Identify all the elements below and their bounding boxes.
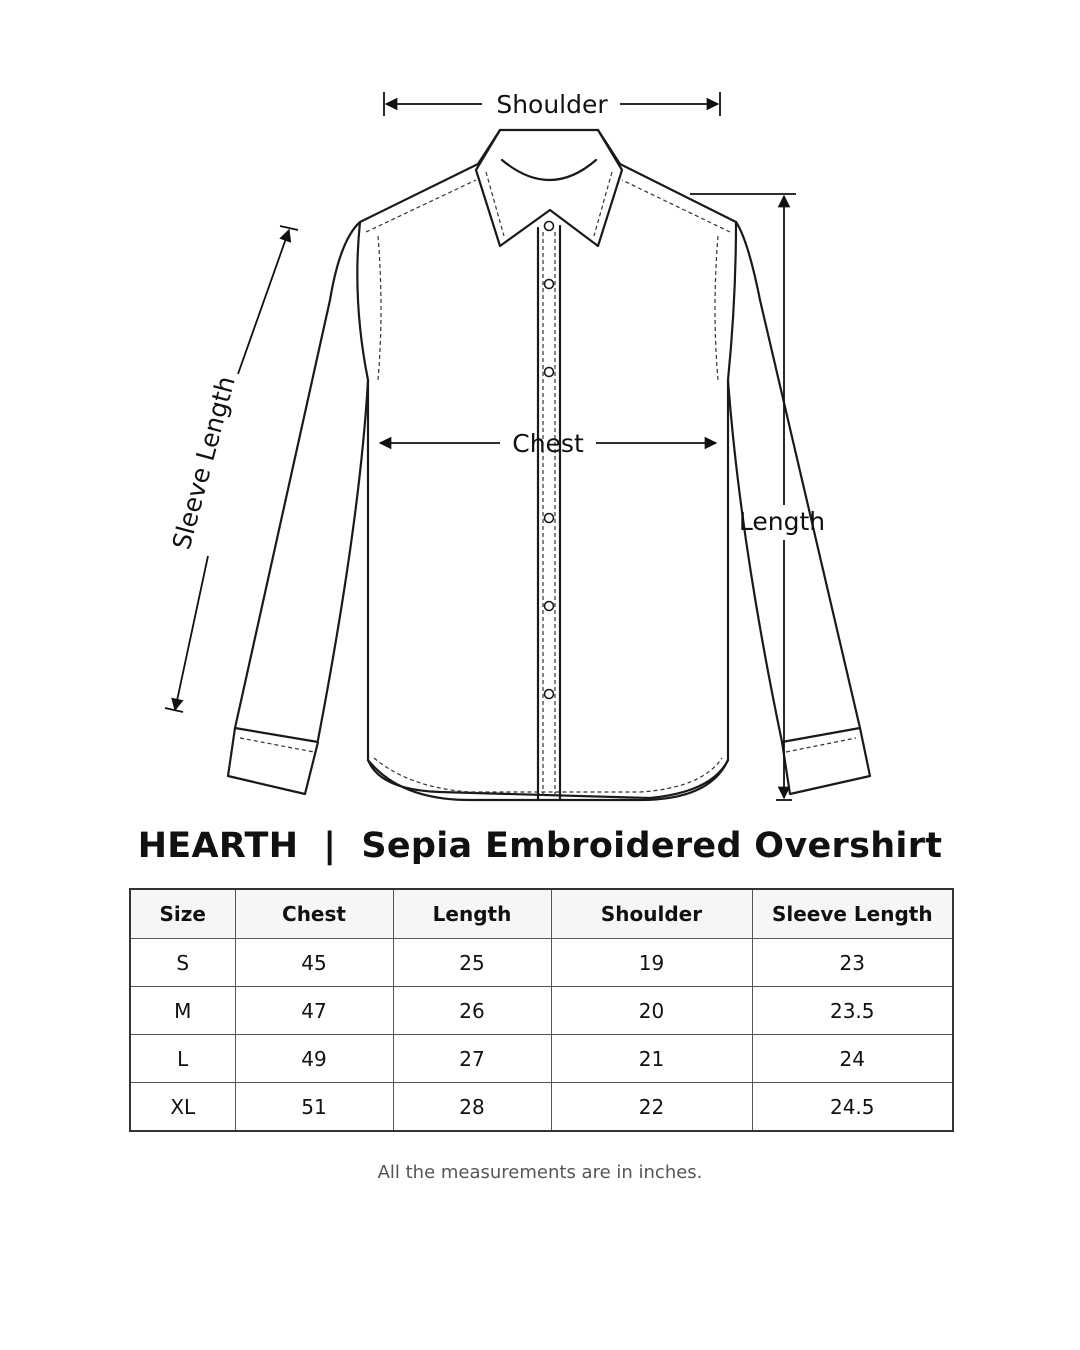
cell-shoulder: 19 — [551, 939, 752, 987]
length-dimension — [690, 194, 796, 800]
shoulder-label: Shoulder — [496, 90, 608, 119]
table-row — [130, 1083, 953, 1132]
cell-length: 28 — [393, 1083, 551, 1132]
cell-chest: 51 — [235, 1083, 393, 1132]
header-length: Length — [393, 889, 551, 939]
table-row — [130, 987, 953, 1035]
cell-shoulder: 22 — [551, 1083, 752, 1132]
table-row — [130, 939, 953, 987]
header-sleeve-length: Sleeve Length — [752, 889, 953, 939]
header-chest: Chest — [235, 889, 393, 939]
cell-length: 26 — [393, 987, 551, 1035]
table-header-row — [130, 889, 953, 939]
cell-size: M — [130, 987, 235, 1035]
sleeve-length-label: Sleeve Length — [166, 373, 241, 553]
chest-label: Chest — [512, 429, 584, 458]
size-chart-table — [129, 888, 954, 1132]
cell-sleeve-length: 23 — [752, 939, 953, 987]
header-shoulder: Shoulder — [551, 889, 752, 939]
length-label: Length — [738, 507, 826, 536]
cell-length: 27 — [393, 1035, 551, 1083]
shirt-buttons — [545, 222, 554, 699]
cell-shoulder: 20 — [551, 987, 752, 1035]
cell-size: S — [130, 939, 235, 987]
measurement-note: All the measurements are in inches. — [377, 1162, 703, 1183]
product-title: HEARTH | Sepia Embroidered Overshirt — [137, 826, 943, 866]
cell-sleeve-length: 24 — [752, 1035, 953, 1083]
sleeve-length-dimension — [165, 226, 298, 712]
cell-chest: 47 — [235, 987, 393, 1035]
cell-chest: 45 — [235, 939, 393, 987]
cell-chest: 49 — [235, 1035, 393, 1083]
table-row — [130, 1035, 953, 1083]
cell-shoulder: 21 — [551, 1035, 752, 1083]
cell-sleeve-length: 24.5 — [752, 1083, 953, 1132]
cell-length: 25 — [393, 939, 551, 987]
stitch-lines — [240, 172, 856, 798]
cell-sleeve-length: 23.5 — [752, 987, 953, 1035]
header-size: Size — [130, 889, 235, 939]
cell-size: XL — [130, 1083, 235, 1132]
cell-size: L — [130, 1035, 235, 1083]
